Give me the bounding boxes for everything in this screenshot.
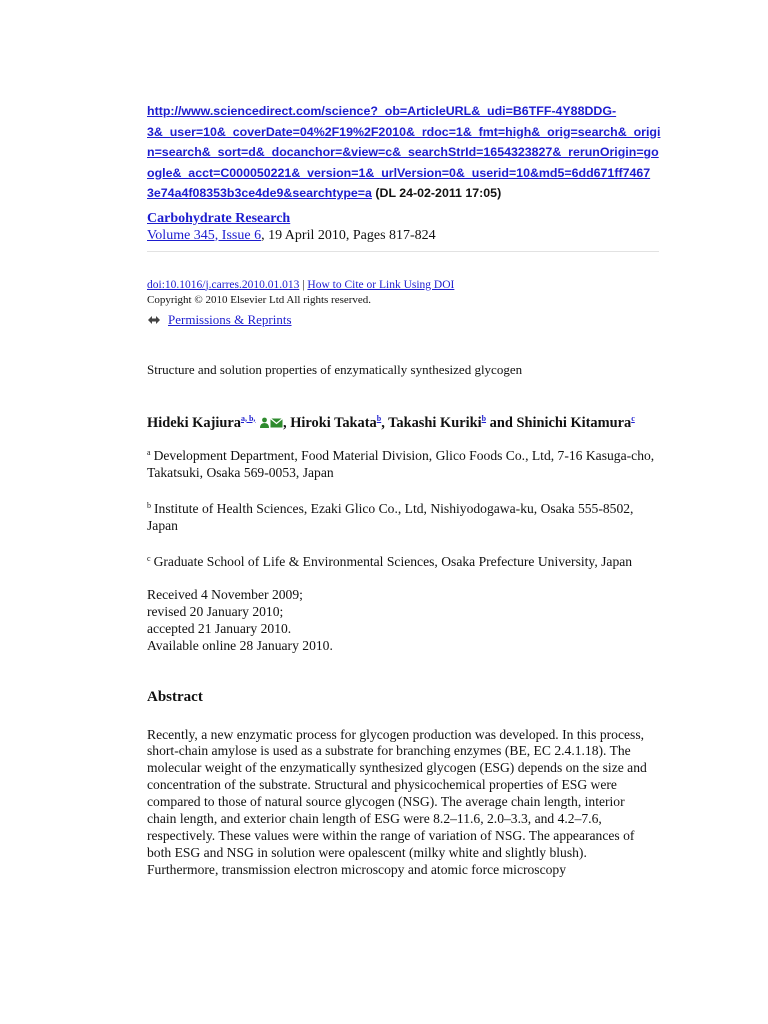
date-pages: , 19 April 2010, Pages 817-824 (261, 227, 436, 243)
affiliation-text: Graduate School of Life & Environmental Sciences, Osaka Prefecture University, Japan (153, 553, 633, 569)
affiliation-ref[interactable]: a, b, (240, 413, 256, 423)
article-history (147, 586, 662, 654)
affiliation (147, 444, 662, 481)
affiliation-marker: c (147, 553, 151, 563)
author-name[interactable]: Hiroki Takata (290, 414, 377, 431)
affiliation-ref[interactable]: b (481, 413, 487, 423)
affiliation-text: Development Department, Food Material Division, Glico Foods Co., Ltd, 7-16 Kasuga-cho, Takatsuki, Osaka 569-0053, Japan (147, 447, 655, 480)
journal-name-link[interactable]: Carbohydrate Research (147, 210, 291, 226)
online-date: Available online 28 January 2010. (147, 637, 333, 653)
url-line: 3e74a4f08353b3ce4de9&searchtype=a (147, 186, 372, 200)
person-icon[interactable] (259, 415, 270, 433)
cite-doi-link[interactable]: How to Cite or Link Using DOI (307, 278, 455, 291)
journal-issue-row (147, 227, 662, 245)
url-line: 3&_user=10&_coverDate=04%2F19%2F2010&_rdoc=1&_fmt=high&_orig=search&_origi (147, 124, 661, 139)
download-note: (DL 24-02-2011 17:05) (375, 186, 502, 200)
revised-date: revised 20 January 2010; (147, 603, 284, 619)
author-name[interactable]: Shinichi Kitamura (516, 414, 632, 431)
affiliation-ref[interactable]: c (631, 413, 635, 423)
divider (147, 251, 659, 252)
author-list (147, 410, 662, 433)
url-line: http://www.sciencedirect.com/science?_ob=ArticleURL&_udi=B6TFF-4Y88DDG- (147, 104, 617, 118)
journal-name-row (147, 210, 662, 227)
affiliation-ref[interactable]: b (376, 413, 382, 423)
author-separator: and (486, 414, 517, 431)
permissions-row (147, 311, 662, 328)
abstract-text: Recently, a new enzymatic process for glycogen production was developed. In this process, short-chain amylose is used as a substrate for branching enzymes (BE, EC 2.4.1.18). The molecular weight of the enzymatically synthesized glycogen (ESG) depends on the size and concentration of the substrate. Structural and physicochemical properties of ESG were compared to those of natural source glycogen (NSG). The average chain length, interior chain length, and exterior chain length of ESG were 8.2–11.6, 2.0–3.3, and 4.2–7.6, respectively. These values were within the range of variation of NSG. The appearances of both ESG and NSG in solution were opalescent (milky white and slightly blush). Furthermore, transmission electron microscopy and atomic force microscopy (147, 726, 647, 877)
volume-issue-link[interactable]: Volume 345, Issue 6 (147, 227, 262, 243)
permissions-arrow-icon (147, 313, 161, 325)
author-name[interactable]: Hideki Kajiura (147, 414, 241, 431)
url-line: n=search&_sort=d&_docanchor=&view=c&_searchStrId=1654323827&_rerunOrigin=go (147, 145, 659, 159)
author-separator: , (283, 414, 291, 431)
affiliation-marker: a (147, 447, 151, 457)
permissions-link[interactable]: Permissions & Reprints (168, 311, 292, 327)
author-separator: , (381, 414, 389, 431)
doi-row (147, 278, 662, 293)
article-title: Structure and solution properties of enzymatically synthesized glycogen (147, 361, 523, 377)
url-line: ogle&_acct=C000050221&_version=1&_urlVersion=0&_userid=10&md5=6dd671ff7467 (147, 165, 651, 180)
accepted-date: accepted 21 January 2010. (147, 620, 292, 636)
affiliation (147, 497, 662, 534)
doi-link[interactable]: doi:10.1016/j.carres.2010.01.013 (147, 278, 300, 291)
envelope-icon[interactable] (270, 415, 283, 433)
doi-separator: | (299, 278, 308, 291)
source-url-block (147, 101, 662, 204)
affiliation-marker: b (147, 500, 151, 510)
affiliation (147, 550, 662, 570)
article-page (147, 101, 662, 879)
abstract-heading: Abstract (147, 688, 203, 705)
affiliation-text: Institute of Health Sciences, Ezaki Glico Co., Ltd, Nishiyodogawa-ku, Osaka 555-8502, Japan (147, 500, 634, 533)
copyright-notice: Copyright © 2010 Elsevier Ltd All rights reserved. (147, 293, 372, 306)
received-date: Received 4 November 2009; (147, 586, 303, 602)
author-name[interactable]: Takashi Kuriki (388, 414, 482, 431)
